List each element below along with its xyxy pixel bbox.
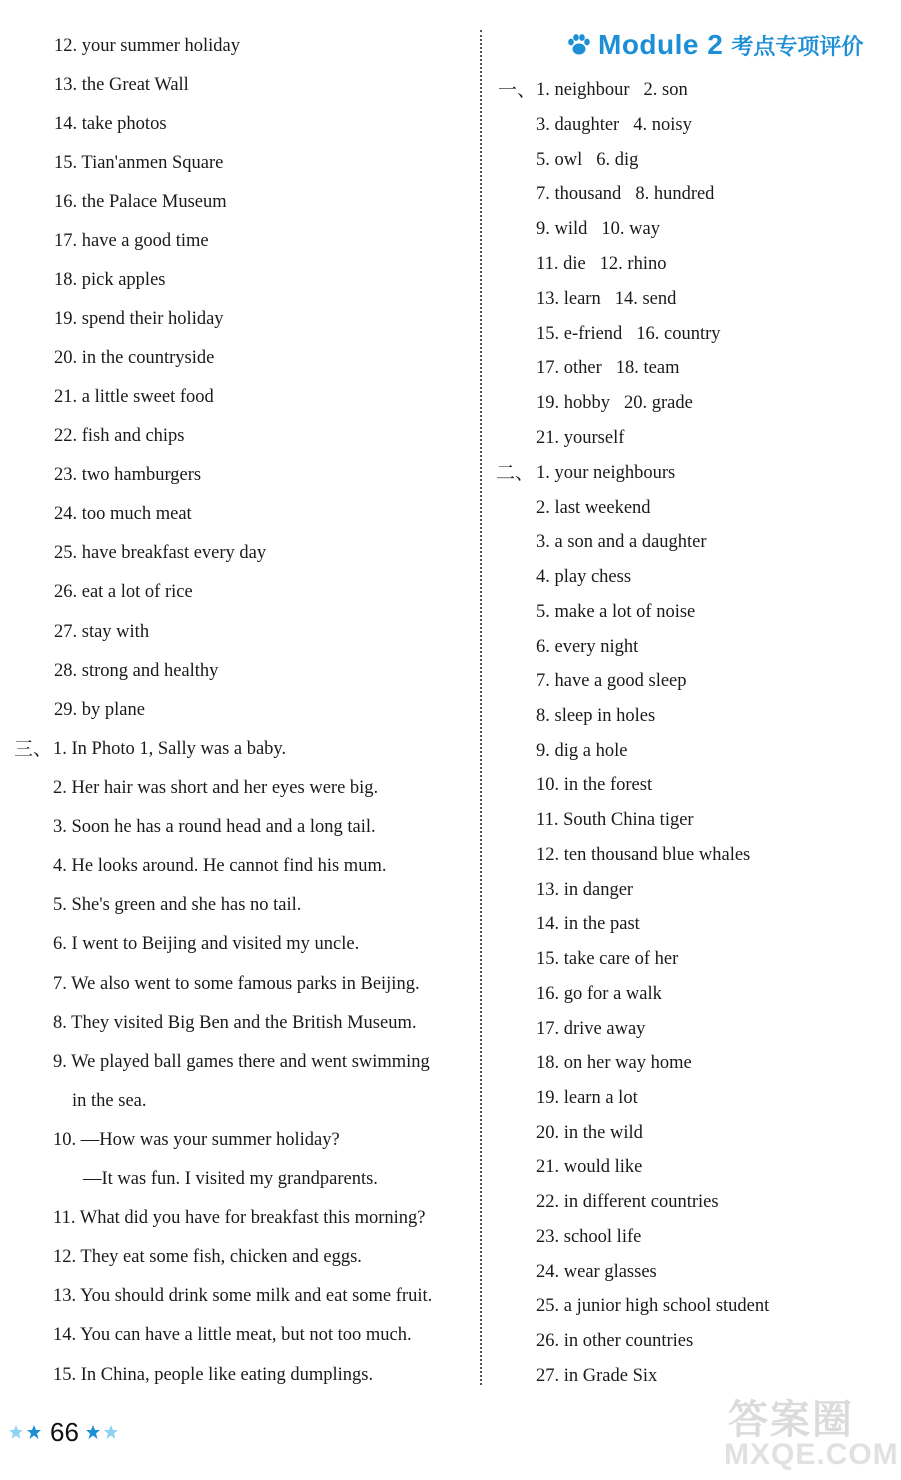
answer-pair <box>536 217 660 241</box>
answer-item: 16. country <box>636 324 721 344</box>
paw-icon <box>566 33 592 57</box>
watermark <box>718 1388 898 1476</box>
answer-pair <box>536 322 721 346</box>
answer-line: in the sea. <box>72 1091 147 1111</box>
answer-line: 22. fish and chips <box>54 426 185 446</box>
answer-line: 23. two hamburgers <box>54 465 202 485</box>
module-header <box>566 28 863 62</box>
answer-line: 27. in Grade Six <box>536 1366 658 1386</box>
page-number: 66 <box>50 1416 79 1447</box>
answer-line: 3. a son and a daughter <box>536 532 707 552</box>
answer-line: 4. play chess <box>536 567 632 587</box>
answer-item: 4. noisy <box>633 115 692 135</box>
answer-line: 6. every night <box>536 637 639 657</box>
answer-line: 3. Soon he has a round head and a long tail. <box>53 817 376 837</box>
module-title: Module 2 <box>598 29 724 60</box>
answer-line: 11. South China tiger <box>536 810 694 830</box>
answer-line: 26. eat a lot of rice <box>54 582 193 602</box>
answer-pair <box>536 426 624 450</box>
answer-item: 8. hundred <box>635 184 715 204</box>
answer-line: 11. What did you have for breakfast this morning? <box>53 1208 426 1228</box>
answer-line: 15. take care of her <box>536 949 679 969</box>
answer-line: 25. a junior high school student <box>536 1296 770 1316</box>
answer-item: 10. way <box>601 219 660 239</box>
answer-line: 19. spend their holiday <box>54 309 224 329</box>
answer-line: 1. your neighbours <box>536 463 676 483</box>
answer-line: 18. on her way home <box>536 1053 692 1073</box>
answer-item: 5. owl <box>536 150 583 170</box>
answer-line: 4. He looks around. He cannot find his mum. <box>53 856 387 876</box>
answer-line: 21. would like <box>536 1157 643 1177</box>
answer-line: 15. Tian'anmen Square <box>54 153 224 173</box>
section-marker-two: 二、 <box>496 462 535 484</box>
answer-line: 29. by plane <box>54 700 145 720</box>
answer-line: 15. In China, people like eating dumplings. <box>53 1365 374 1385</box>
answer-item: 13. learn <box>536 289 601 309</box>
answer-line: 6. I went to Beijing and visited my uncle. <box>53 934 360 954</box>
answer-item: 6. dig <box>596 150 639 170</box>
answer-line: —It was fun. I visited my grandparents. <box>83 1169 378 1189</box>
answer-item: 17. other <box>536 358 602 378</box>
answer-line: 10. —How was your summer holiday? <box>53 1130 340 1150</box>
answer-item: 21. yourself <box>536 428 625 448</box>
answer-line: 2. Her hair was short and her eyes were big. <box>53 778 379 798</box>
answer-line: 14. take photos <box>54 114 167 134</box>
star-icon <box>26 1424 42 1440</box>
answer-line: 7. We also went to some famous parks in Beijing. <box>53 974 420 994</box>
answer-item: 1. neighbour <box>536 80 630 100</box>
answer-line: 19. learn a lot <box>536 1088 638 1108</box>
answer-line: 13. in danger <box>536 880 634 900</box>
answer-pair <box>536 113 692 137</box>
answer-line: 17. have a good time <box>54 231 209 251</box>
answer-line: 28. strong and healthy <box>54 661 219 681</box>
answer-line: 5. She's green and she has no tail. <box>53 895 302 915</box>
answer-pair <box>536 148 638 172</box>
answer-item: 7. thousand <box>536 184 622 204</box>
answer-line: 24. wear glasses <box>536 1262 657 1282</box>
answer-line: 13. You should drink some milk and eat some fruit. <box>53 1286 433 1306</box>
answer-line: 22. in different countries <box>536 1192 719 1212</box>
answer-line: 13. the Great Wall <box>54 75 189 95</box>
answer-line: 14. in the past <box>536 914 640 934</box>
answer-line: 24. too much meat <box>54 504 192 524</box>
module-subtitle: 考点专项评价 <box>731 34 864 60</box>
column-divider <box>480 30 482 1385</box>
answer-line: 25. have breakfast every day <box>54 543 267 563</box>
answer-item: 12. rhino <box>599 254 667 274</box>
answer-item: 3. daughter <box>536 115 620 135</box>
answer-pair <box>536 391 693 415</box>
answer-line: 21. a little sweet food <box>54 387 214 407</box>
star-icon <box>8 1424 24 1440</box>
answer-item: 15. e-friend <box>536 324 623 344</box>
answer-pair <box>536 287 676 311</box>
answer-item: 19. hobby <box>536 393 610 413</box>
answer-line: 27. stay with <box>54 622 150 642</box>
answer-line: 9. We played ball games there and went swimming <box>53 1052 430 1072</box>
answer-line: 14. You can have a little meat, but not too much. <box>53 1325 412 1345</box>
answer-line: 20. in the countryside <box>54 348 215 368</box>
watermark-bottom: MXQE.COM <box>724 1438 899 1471</box>
answer-line: 2. last weekend <box>536 498 651 518</box>
answer-line: 10. in the forest <box>536 775 653 795</box>
answer-pair <box>536 182 714 206</box>
section-marker-one: 一、 <box>498 79 537 101</box>
answer-line: 18. pick apples <box>54 270 166 290</box>
answer-pair <box>536 252 666 276</box>
answer-item: 11. die <box>536 254 586 274</box>
answer-line: 12. ten thousand blue whales <box>536 845 751 865</box>
answer-line: 8. sleep in holes <box>536 706 656 726</box>
answer-item: 18. team <box>615 358 680 378</box>
answer-item: 2. son <box>643 80 688 100</box>
answer-line: 17. drive away <box>536 1019 646 1039</box>
answer-line: 1. In Photo 1, Sally was a baby. <box>53 739 287 759</box>
answer-item: 9. wild <box>536 219 588 239</box>
answer-line: 23. school life <box>536 1227 642 1247</box>
answer-line: 7. have a good sleep <box>536 671 687 691</box>
answer-item: 14. send <box>614 289 677 309</box>
answer-pair <box>536 356 679 380</box>
answer-item: 20. grade <box>624 393 693 413</box>
section-marker-three: 三、 <box>14 738 53 760</box>
answer-line: 16. the Palace Museum <box>54 192 227 212</box>
answer-pair <box>536 78 688 102</box>
star-icon <box>85 1424 101 1440</box>
answer-line: 9. dig a hole <box>536 741 628 761</box>
answer-line: 26. in other countries <box>536 1331 694 1351</box>
answer-line: 8. They visited Big Ben and the British Museum. <box>53 1013 417 1033</box>
answer-line: 16. go for a walk <box>536 984 662 1004</box>
answer-line: 20. in the wild <box>536 1123 643 1143</box>
answer-line: 12. your summer holiday <box>54 36 241 56</box>
watermark-top: 答案圈 <box>728 1397 854 1443</box>
star-icon <box>103 1424 119 1440</box>
answer-line: 5. make a lot of noise <box>536 602 696 622</box>
page-footer <box>8 1414 121 1450</box>
answer-line: 12. They eat some fish, chicken and eggs. <box>53 1247 362 1267</box>
